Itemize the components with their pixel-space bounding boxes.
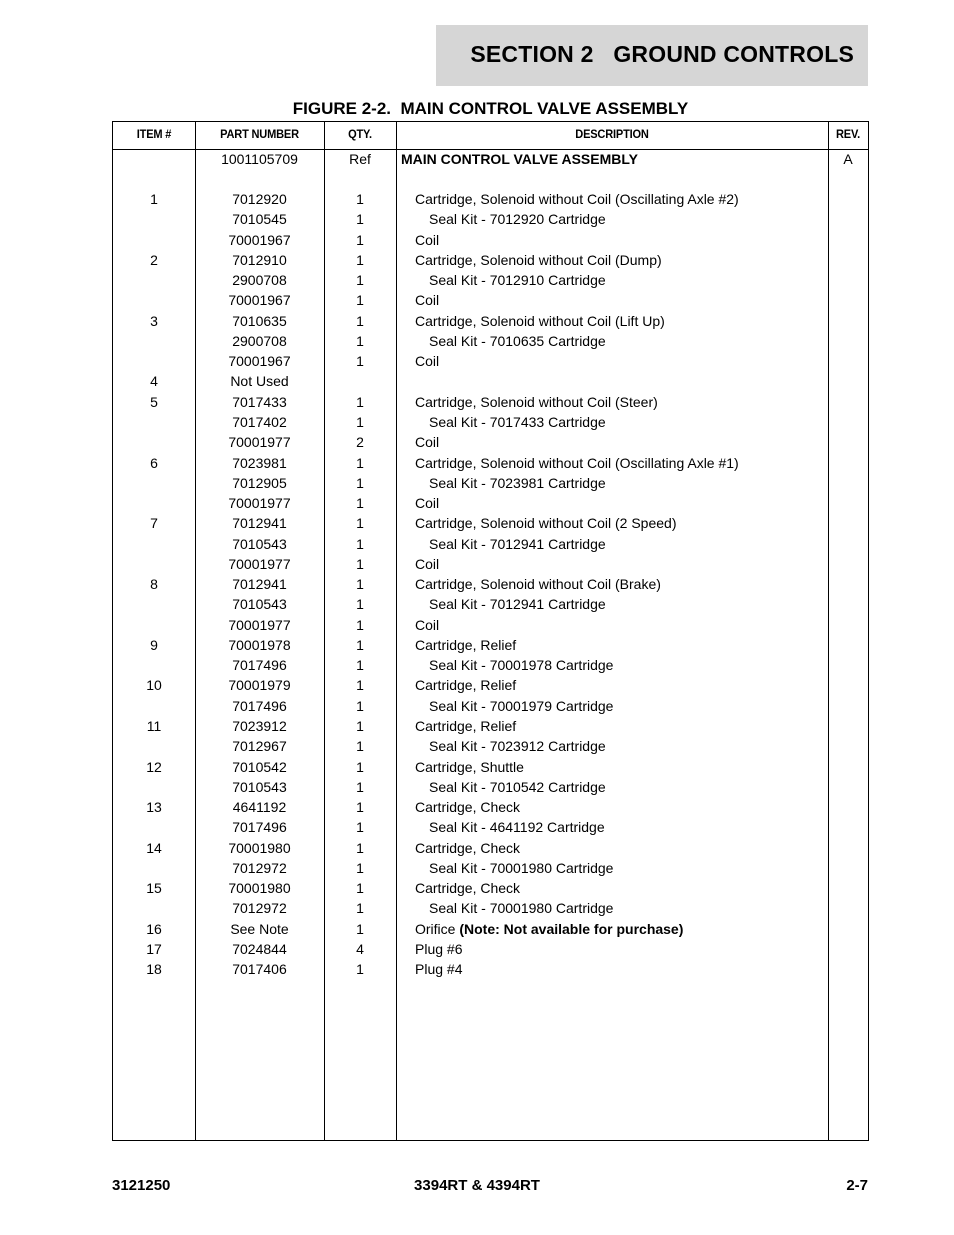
quantity: 1 (356, 555, 364, 572)
part-number: 7017433 (232, 393, 287, 410)
description: Coil (415, 231, 440, 248)
description: Cartridge, Check (415, 839, 521, 856)
part-number: 7012972 (232, 900, 287, 917)
table-row (113, 351, 868, 371)
table-row (113, 878, 868, 898)
part-number: 7017402 (232, 413, 287, 430)
table-row (113, 797, 868, 817)
description: Cartridge, Relief (415, 718, 517, 735)
part-number: 70001967 (228, 292, 291, 309)
description: Coil (415, 434, 440, 451)
table-row (113, 250, 868, 270)
quantity: 2 (356, 434, 364, 451)
item-number: 14 (146, 839, 162, 856)
quantity: 1 (356, 413, 364, 430)
quantity: 1 (356, 474, 364, 491)
part-number: 7024844 (232, 940, 287, 957)
quantity: 1 (356, 454, 364, 471)
item-number: 2 (150, 251, 158, 268)
item-number: 10 (146, 677, 162, 694)
part-number: 70001977 (228, 495, 291, 512)
quantity: 1 (356, 859, 364, 876)
quantity: 1 (356, 515, 364, 532)
description: Seal Kit - 70001978 Cartridge (429, 657, 614, 674)
item-number: 12 (146, 758, 162, 775)
part-number: 7010545 (232, 211, 287, 228)
item-number: 5 (150, 393, 158, 410)
item-number: 9 (150, 636, 158, 653)
part-number: 70001980 (228, 839, 291, 856)
quantity: 1 (356, 677, 364, 694)
item-number: 11 (146, 718, 162, 735)
part-number: 7023912 (232, 718, 287, 735)
table-row (113, 858, 868, 878)
quantity: 1 (356, 576, 364, 593)
table-row (113, 939, 868, 959)
part-number: 7010543 (232, 778, 287, 795)
quantity: 1 (356, 495, 364, 512)
quantity: 1 (356, 880, 364, 897)
part-number: See Note (230, 920, 289, 937)
header-qty: QTY. (348, 127, 372, 141)
quantity: 1 (356, 758, 364, 775)
quantity: 1 (356, 292, 364, 309)
table-row (113, 574, 868, 594)
header-rev: REV. (835, 127, 861, 141)
quantity: 1 (356, 353, 364, 370)
item-number: 8 (150, 576, 158, 593)
table-row (113, 311, 868, 331)
part-number: 2900708 (232, 272, 287, 289)
table-row (113, 777, 868, 797)
part-number: 7012941 (232, 576, 287, 593)
table-row (113, 716, 868, 736)
assembly-description: MAIN CONTROL VALVE ASSEMBLY (401, 151, 638, 167)
part-number: 7012941 (232, 515, 287, 532)
quantity: 1 (356, 839, 364, 856)
description: Coil (415, 616, 440, 633)
table-row (113, 615, 868, 635)
table-row (113, 838, 868, 858)
description: Cartridge, Check (415, 799, 521, 816)
quantity: 1 (356, 697, 364, 714)
assembly-qty: Ref (349, 151, 371, 167)
table-row (113, 412, 868, 432)
part-number: 7017406 (232, 961, 287, 978)
item-number: 7 (150, 515, 158, 532)
section-header (436, 25, 868, 86)
table-row (113, 736, 868, 756)
table-row (113, 655, 868, 675)
description-text: Orifice (415, 920, 460, 937)
assembly-rev: A (843, 151, 853, 167)
part-number: 7017496 (232, 819, 287, 836)
description: Cartridge, Solenoid without Coil (Lift Up) (415, 312, 665, 329)
table-row (113, 898, 868, 918)
part-number: 70001977 (228, 434, 291, 451)
part-number: 70001980 (228, 880, 291, 897)
description: Seal Kit - 70001980 Cartridge (429, 900, 614, 917)
table-row (113, 331, 868, 351)
description: Seal Kit - 7012941 Cartridge (429, 596, 606, 613)
quantity: 1 (356, 636, 364, 653)
part-number: 7010635 (232, 312, 287, 329)
description: Cartridge, Solenoid without Coil (Dump) (415, 251, 662, 268)
quantity: 4 (356, 940, 364, 957)
table-row (113, 817, 868, 837)
description: Coil (415, 353, 440, 370)
table-row (113, 554, 868, 574)
header-item: ITEM # (136, 127, 172, 141)
part-number: 70001978 (228, 636, 291, 653)
item-number: 4 (150, 373, 158, 390)
description: Cartridge, Solenoid without Coil (Steer) (415, 393, 658, 410)
table-row (113, 453, 868, 473)
table-row (113, 290, 868, 310)
part-number: 70001979 (228, 677, 291, 694)
description: Seal Kit - 7010542 Cartridge (429, 778, 606, 795)
quantity: 1 (356, 393, 364, 410)
quantity: 1 (356, 251, 364, 268)
section-title: SECTION 2 GROUND CONTROLS (470, 41, 854, 67)
part-number: 7010543 (232, 596, 287, 613)
quantity: 1 (356, 191, 364, 207)
footer-page-number: 2-7 (846, 1177, 868, 1194)
part-number: 70001967 (228, 231, 291, 248)
part-number: 7012920 (232, 191, 287, 207)
table-row (113, 513, 868, 533)
table-row (113, 635, 868, 655)
table-row (113, 270, 868, 290)
part-number: 7012910 (232, 251, 287, 268)
part-number: 2900708 (232, 332, 287, 349)
quantity: 1 (356, 900, 364, 917)
table-row (113, 432, 868, 452)
assembly-part-number: 1001105709 (221, 151, 298, 167)
item-number: 1 (150, 191, 158, 207)
description: Seal Kit - 7012910 Cartridge (429, 272, 606, 289)
item-number: 17 (146, 940, 162, 957)
item-number: 6 (150, 454, 158, 471)
description: Plug #6 (415, 940, 463, 957)
quantity: 1 (356, 738, 364, 755)
item-number: 13 (146, 799, 162, 816)
quantity: 1 (356, 799, 364, 816)
table-row (113, 696, 868, 716)
part-number: 70001967 (228, 353, 291, 370)
quantity: 1 (356, 231, 364, 248)
quantity: 1 (356, 211, 364, 228)
description: Cartridge, Solenoid without Coil (Oscillating Axle #2) (415, 191, 739, 207)
table-row (113, 594, 868, 614)
header-description: DESCRIPTION (575, 127, 649, 141)
description: Seal Kit - 70001979 Cartridge (429, 697, 614, 714)
description: Seal Kit - 70001980 Cartridge (429, 859, 614, 876)
quantity: 1 (356, 332, 364, 349)
purchase-note: (Note: Not available for purchase) (459, 920, 684, 937)
item-number: 18 (146, 961, 162, 978)
table-row (113, 493, 868, 513)
item-number: 3 (150, 312, 158, 329)
figure-title: FIGURE 2-2. MAIN CONTROL VALVE ASSEMBLY (292, 99, 689, 118)
quantity: 1 (356, 616, 364, 633)
quantity: 1 (356, 718, 364, 735)
description: Seal Kit - 7010635 Cartridge (429, 332, 606, 349)
table-row (113, 392, 868, 412)
part-number: 7017496 (232, 697, 287, 714)
table-row (113, 473, 868, 493)
part-number: 70001977 (228, 555, 291, 572)
description: Coil (415, 495, 440, 512)
quantity: 1 (356, 535, 364, 552)
parts-table (112, 121, 869, 1141)
description: Seal Kit - 4641192 Cartridge (429, 819, 605, 836)
table-row (113, 675, 868, 695)
part-number: 7012905 (232, 474, 287, 491)
description: Seal Kit - 7023981 Cartridge (429, 474, 606, 491)
table-row (113, 959, 868, 979)
part-number: 70001977 (228, 616, 291, 633)
footer-document-number: 3121250 (112, 1177, 171, 1194)
part-number: 7017496 (232, 657, 287, 674)
table-row (113, 757, 868, 777)
quantity: 1 (356, 819, 364, 836)
table-row (113, 919, 868, 939)
table-row (113, 230, 868, 250)
part-number: 7023981 (232, 454, 287, 471)
description: Cartridge, Relief (415, 636, 517, 653)
quantity: 1 (356, 961, 364, 978)
description: Coil (415, 555, 440, 572)
part-number: 7010542 (232, 758, 287, 775)
description: Cartridge, Relief (415, 677, 517, 694)
description (415, 919, 683, 939)
description: Cartridge, Solenoid without Coil (2 Speed) (415, 515, 677, 532)
description: Coil (415, 292, 440, 309)
item-number: 16 (146, 920, 162, 937)
description: Seal Kit - 7017433 Cartridge (429, 413, 606, 430)
quantity: 1 (356, 312, 364, 329)
quantity: 1 (356, 272, 364, 289)
description: Cartridge, Solenoid without Coil (Brake) (415, 576, 661, 593)
table-row (113, 371, 868, 391)
quantity: 1 (356, 778, 364, 795)
header-part-number: PART NUMBER (220, 127, 299, 141)
quantity: 1 (356, 920, 364, 937)
description: Cartridge, Solenoid without Coil (Oscillating Axle #1) (415, 454, 739, 471)
part-number: 7012967 (232, 738, 287, 755)
part-number: 7010543 (232, 535, 287, 552)
part-number: Not Used (230, 373, 289, 390)
description: Seal Kit - 7012920 Cartridge (429, 211, 606, 228)
description: Seal Kit - 7012941 Cartridge (429, 535, 606, 552)
table-row (113, 189, 868, 209)
part-number: 7012972 (232, 859, 287, 876)
footer-model: 3394RT & 4394RT (414, 1177, 540, 1194)
table-row (113, 209, 868, 229)
description: Seal Kit - 7023912 Cartridge (429, 738, 606, 755)
assembly-row (113, 149, 868, 169)
item-number: 15 (146, 880, 162, 897)
description: Cartridge, Shuttle (415, 758, 524, 775)
description: Plug #4 (415, 961, 463, 978)
description: Cartridge, Check (415, 880, 521, 897)
quantity: 1 (356, 657, 364, 674)
part-number: 4641192 (232, 799, 287, 816)
table-row (113, 534, 868, 554)
quantity: 1 (356, 596, 364, 613)
